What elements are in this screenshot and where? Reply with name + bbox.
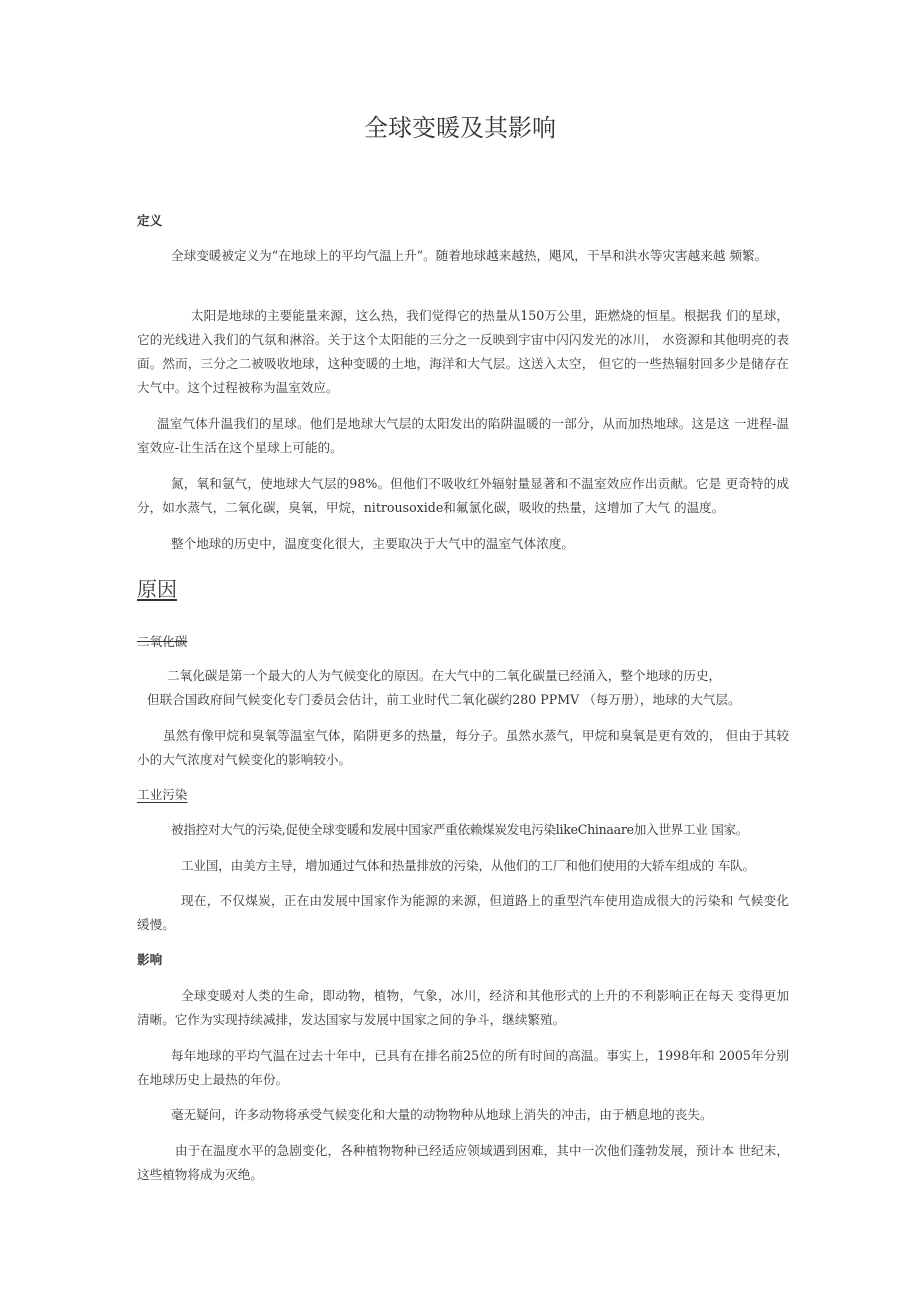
paragraph: 整个地球的历史中，温度变化很大，主要取决于大气中的温室气体浓度。	[171, 536, 574, 551]
paragraph: 温室气体升温我们的星球。他们是地球大气层的太阳发出的陷阱温暖的一部分，从而加热地球。这是这 一进程-温室效应-让生活在这个星球上可能的。	[137, 416, 789, 455]
subsection-heading-co2	[137, 633, 187, 651]
subsection-heading-industrial-text: 工业污染	[137, 787, 188, 802]
document-title: 全球变暖及其影响	[364, 114, 556, 142]
paragraph: 工业国，由美方主导，增加通过气体和热量排放的污染，从他们的工厂和他们使用的大轿车组成的 车队。	[181, 858, 755, 873]
section-heading-impacts: 影响	[137, 952, 163, 967]
paragraph: 全球变暖被定义为“在地球上的平均气温上升”。随着地球越来越热，飓风，干旱和洪水等灾害越来越 频繁。	[171, 248, 768, 263]
subsection-heading-industrial	[137, 786, 187, 804]
paragraph: 太阳是地球的主要能量来源，这么热，我们觉得它的热量从150万公里，距燃烧的恒星。根据我 们的星球，它的光线进入我们的气氛和淋浴。关于这个太阳能的三分之一反映到宇宙中闪闪发光的冰川， 水资源和其他明亮的表面。然而，三分之二被吸收地球，这种变暖的土地，海洋和大气层。这送入太空， 但它的一些热辐射回多少是储存在大气中。这个过程被称为温室效应。	[137, 308, 789, 395]
paragraph: 虽然有像甲烷和臭氧等温室气体，陷阱更多的热量，每分子。虽然水蒸气，甲烷和臭氧是更有效的， 但由于其较小的大气浓度对气候变化的影响较小。	[137, 728, 789, 767]
paragraph: 现在，不仅煤炭，正在由发展中国家作为能源的来源，但道路上的重型汽车使用造成很大的污染和 气候变化缓慢。	[137, 893, 789, 932]
paragraph: 但联合国政府间气候变化专门委员会估计，前工业时代二氧化碳约280 PPMV （每万册），地球的大气层。	[147, 692, 741, 707]
paragraph: 毫无疑问，许多动物将承受气候变化和大量的动物物种从地球上消失的冲击，由于栖息地的丧失。	[171, 1107, 713, 1122]
paragraph: 每年地球的平均气温在过去十年中，已具有在排名前25位的所有时间的高温。事实上，1998年和 2005年分别在地球历史上最热的年份。	[137, 1048, 789, 1087]
section-heading-causes: 原因	[137, 577, 177, 601]
section-heading-definition: 定义	[137, 213, 163, 228]
subsection-heading-co2-text: 二氧化碳	[137, 634, 188, 649]
paragraph: 二氧化碳是第一个最大的人为气候变化的原因。在大气中的二氧化碳量已经涌入，整个地球的历史，	[167, 668, 722, 683]
paragraph: 由于在温度水平的急剧变化，各种植物物种已经适应领域遇到困难，其中一次他们蓬勃发展，预计本 世纪末，这些植物将成为灭绝。	[137, 1143, 789, 1182]
paragraph: 氮，氧和氩气，使地球大气层的98%。但他们不吸收红外辐射量显著和不温室效应作出贡献。它是 更奇特的成分，如水蒸气，二氧化碳，臭氧，甲烷，nitrousoxide和氟氯化碳，吸收的热量，这增加了大气 的温度。	[137, 476, 789, 515]
paragraph: 被指控对大气的污染,促使全球变暖和发展中国家严重依赖煤炭发电污染likeChinaare加入世界工业 国家。	[171, 822, 749, 837]
paragraph: 全球变暖对人类的生命，即动物，植物，气象，冰川，经济和其他形式的上升的不利影响正在每天 变得更加清晰。它作为实现持续减排，发达国家与发展中国家之间的争斗，继续繁殖。	[137, 988, 789, 1027]
